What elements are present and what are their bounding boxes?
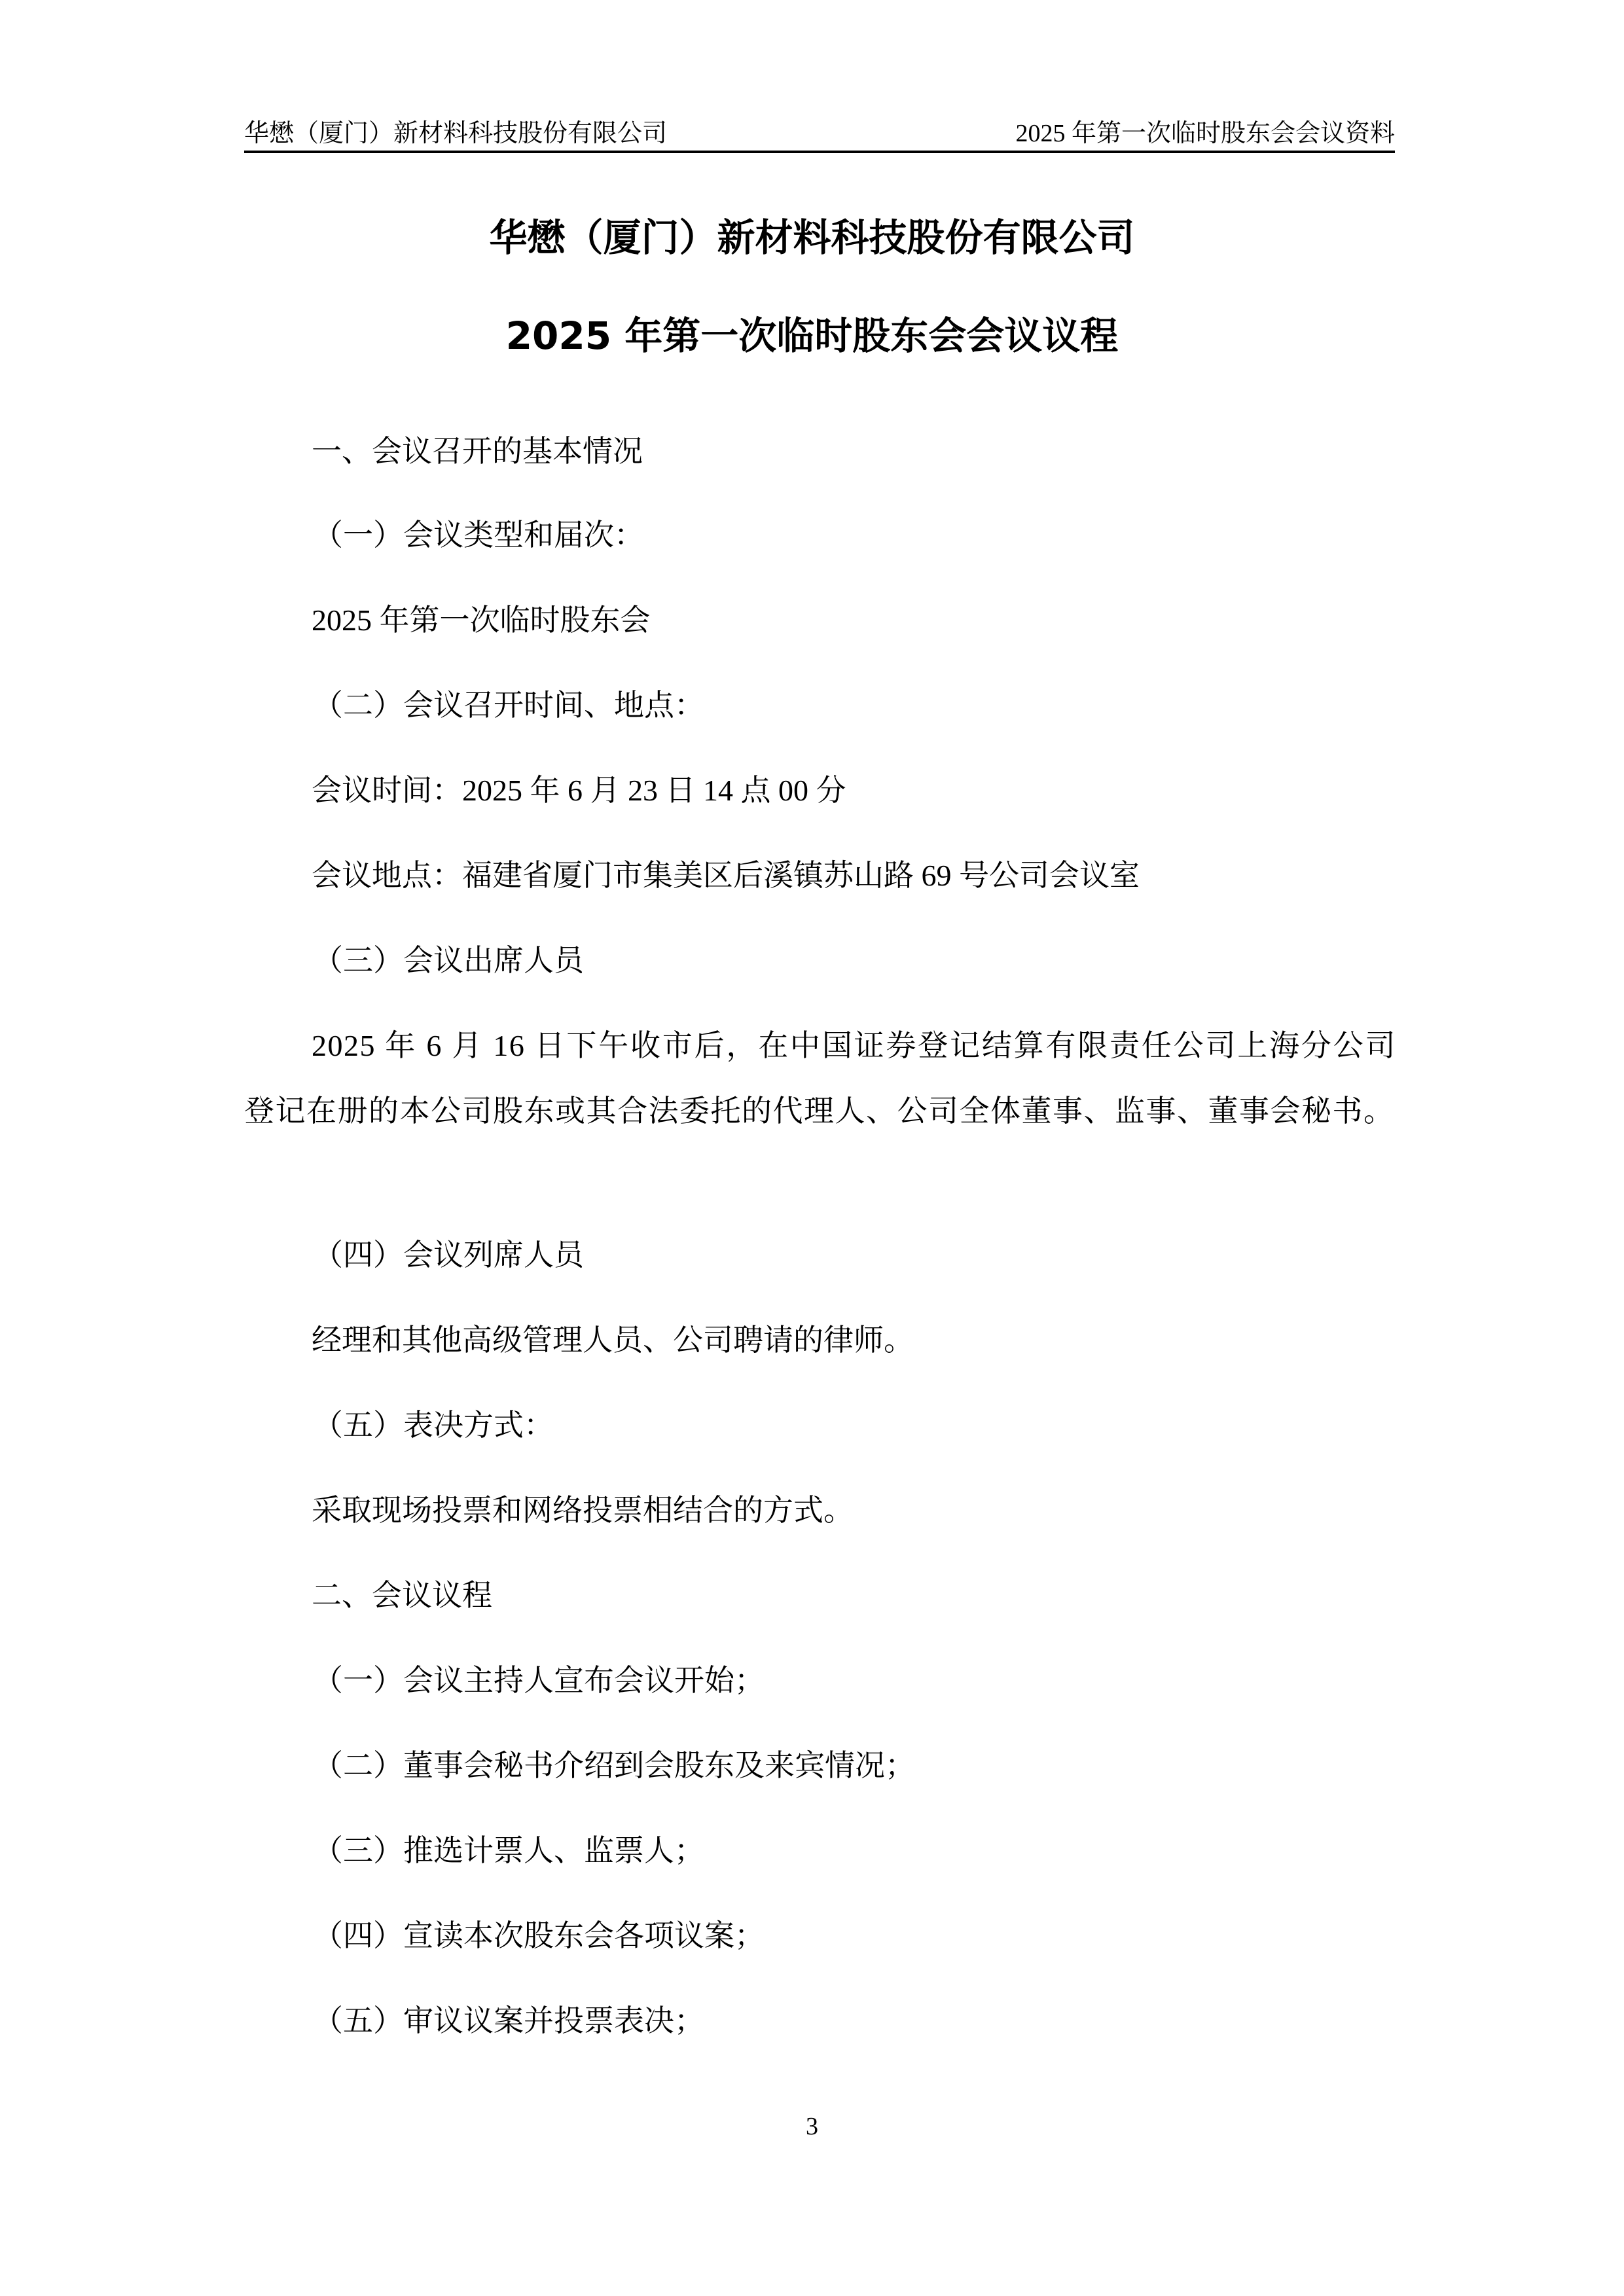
section-heading-agenda: 二、会议议程 (312, 1579, 492, 1612)
section-heading-basic-info: 一、会议召开的基本情况 (312, 435, 643, 468)
document-title-company: 华懋（厦门）新材料科技股份有限公司 (489, 215, 1135, 260)
agenda-item: （五）审议议案并投票表决； (313, 2004, 704, 2037)
meeting-time: 会议时间：2025 年 6 月 23 日 14 点 00 分 (312, 774, 846, 807)
header-document-name: 2025 年第一次临时股东会会议资料 (1015, 120, 1395, 147)
attendees-paragraph: 2025 年 6 月 16 日下午收市后，在中国证券登记结算有限责任公司上海分公司登记在册的本公司股东或其合法委托的代理人、公司全体董事、监事、董事会秘书。 (244, 1029, 1396, 1128)
page-header (244, 113, 1395, 153)
agenda-item: （四）宣读本次股东会各项议案； (313, 1919, 765, 1952)
page-number: 3 (806, 2113, 818, 2140)
voting-method-text: 采取现场投票和网络投票相结合的方式。 (312, 1494, 854, 1527)
agenda-item: （三）推选计票人、监票人； (313, 1834, 704, 1867)
header-company-name: 华懋（厦门）新材料科技股份有限公司 (244, 120, 668, 147)
document-title-agenda: 2025 年第一次临时股东会会议议程 (505, 314, 1119, 358)
item-voting-method-label: （五）表决方式： (313, 1408, 554, 1442)
item-attendees-label: （三）会议出席人员 (313, 944, 584, 977)
agenda-item: （二）董事会秘书介绍到会股东及来宾情况； (313, 1749, 915, 1782)
nonvoting-attendees-text: 经理和其他高级管理人员、公司聘请的律师。 (312, 1323, 914, 1357)
item-meeting-type-value: 2025 年第一次临时股东会 (312, 603, 651, 637)
agenda-item: （一）会议主持人宣布会议开始； (313, 1664, 765, 1697)
meeting-place: 会议地点：福建省厦门市集美区后溪镇苏山路 69 号公司会议室 (312, 859, 1140, 892)
item-meeting-type-label: （一）会议类型和届次： (313, 518, 644, 552)
item-nonvoting-attendees-label: （四）会议列席人员 (313, 1238, 584, 1272)
item-time-place-label: （二）会议召开时间、地点： (313, 689, 704, 722)
